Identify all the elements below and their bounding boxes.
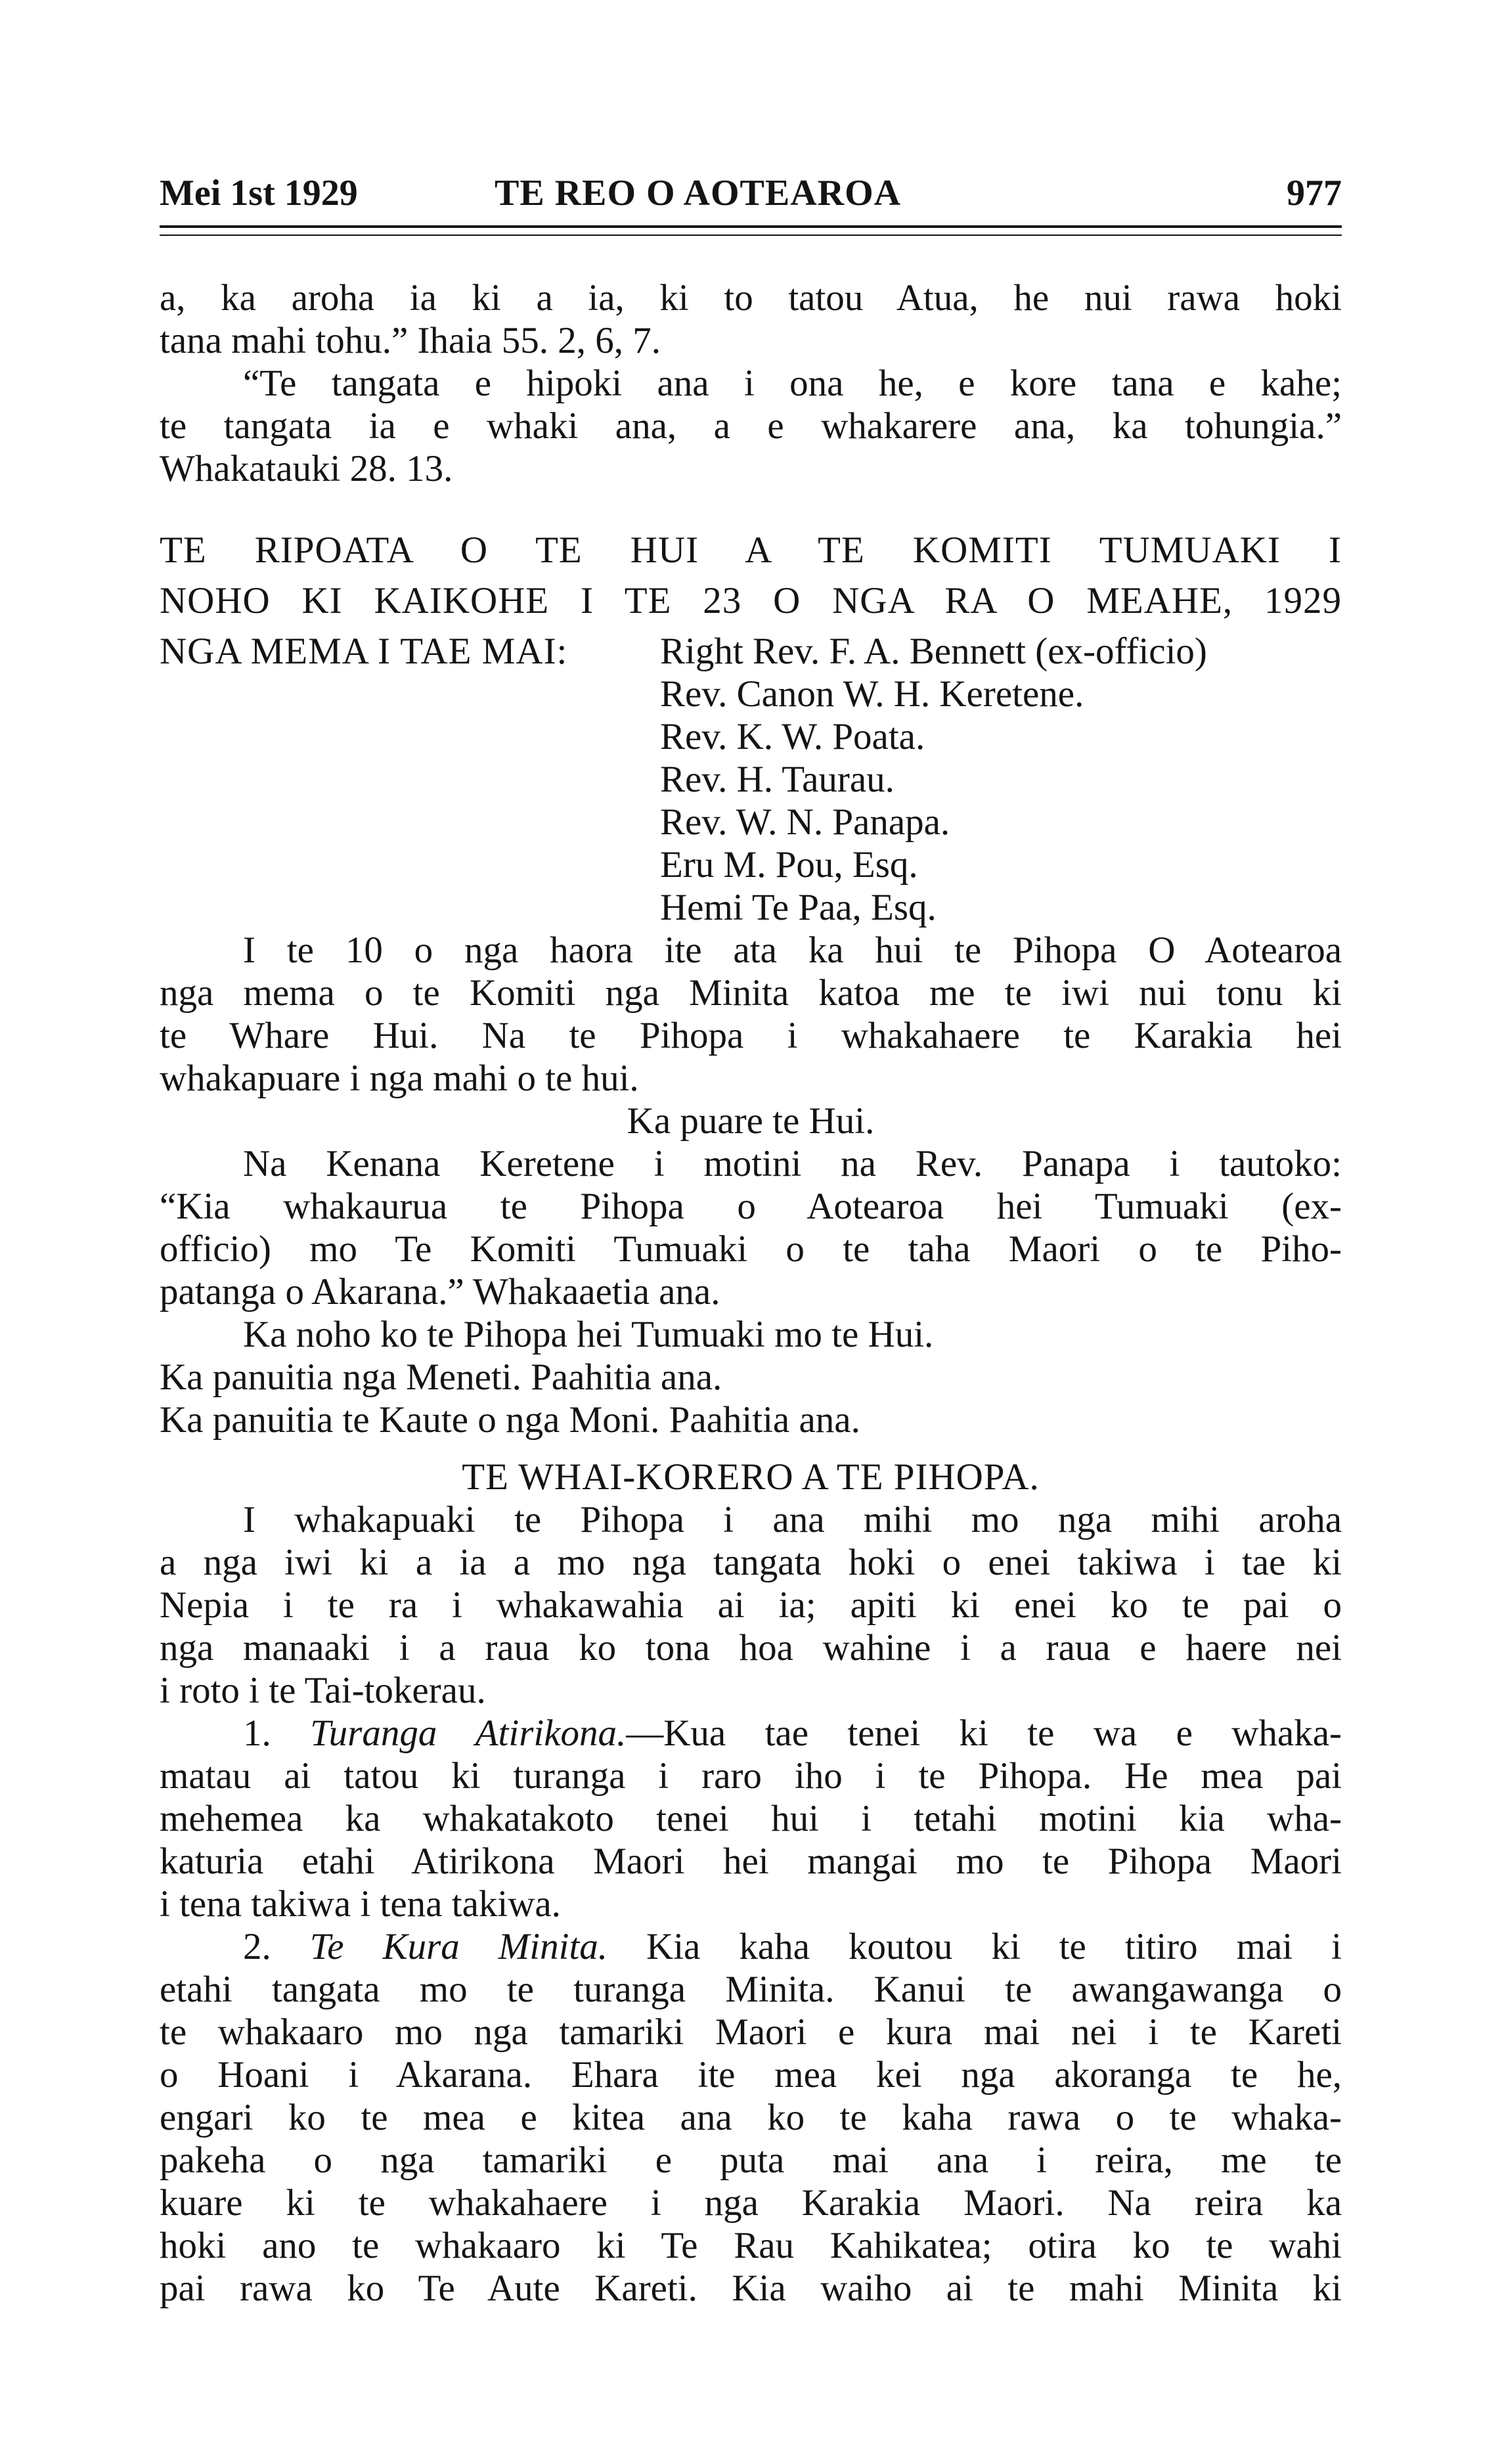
section-2-first-line <box>243 1926 1342 1968</box>
address-line: nga manaaki i a raua ko tona hoa wahine i a raua e haere nei <box>160 1627 1342 1669</box>
section-2-number: 2. <box>243 1926 271 1967</box>
section-1-line: matau ai tatou ki turanga i raro iho i te Pihopa. He mea pai <box>160 1755 1342 1797</box>
address-heading: TE WHAI-KORERO A TE PIHOPA. <box>462 1456 1040 1498</box>
header-rule-thin <box>160 235 1342 236</box>
header-title: TE REO O AOTEAROA <box>495 173 902 213</box>
proceedings-line: Ka panuitia nga Meneti. Paahitia ana. <box>160 1356 722 1398</box>
section-1-line: katuria etahi Atirikona Maori hei mangai mo te Pihopa Maori <box>160 1841 1342 1882</box>
proceedings-line: “Kia whakaurua te Pihopa o Aotearoa hei Tumuaki (ex- <box>160 1186 1342 1227</box>
proceedings-line: Na Kenana Keretene i motini na Rev. Panapa i tautoko: <box>243 1143 1342 1184</box>
section-2-line: te whakaaro mo nga tamariki Maori e kura mai nei i te Kareti <box>160 2011 1342 2053</box>
section-1-lead: —Kua tae tenei ki te wa e whaka- <box>626 1713 1342 1754</box>
address-line: i roto i te Tai-tokerau. <box>160 1670 486 1711</box>
proceedings-line: te Whare Hui. Na te Pihopa i whakahaere te Karakia hei <box>160 1015 1342 1056</box>
address-line: Nepia i te ra i whakawahia ai ia; apiti ki enei ko te pai o <box>160 1584 1342 1626</box>
member-name: Rev. W. N. Panapa. <box>660 801 950 843</box>
intro-line: Whakatauki 28. 13. <box>160 448 453 489</box>
intro-line: “Te tangata e hipoki ana i ona he, e kore tana e kahe; <box>243 363 1342 404</box>
member-name: Rev. Canon W. H. Keretene. <box>660 673 1084 715</box>
section-1-title: Turanga Atirikona. <box>310 1713 627 1754</box>
proceedings-line: nga mema o te Komiti nga Minita katoa me te iwi nui tonu ki <box>160 972 1342 1014</box>
section-1-line: mehemea ka whakatakoto tenei hui i tetahi motini kia wha- <box>160 1798 1342 1839</box>
intro-line: te tangata ia e whaki ana, a e whakarere ana, ka tohungia.” <box>160 405 1342 447</box>
header-date: Mei 1st 1929 <box>160 173 358 213</box>
section-2-line: engari ko te mea e kitea ana ko te kaha rawa o te whaka- <box>160 2097 1342 2138</box>
section-2-line: o Hoani i Akarana. Ehara ite mea kei nga akoranga te he, <box>160 2054 1342 2095</box>
proceedings-line: officio) mo Te Komiti Tumuaki o te taha Maori o te Piho- <box>160 1228 1342 1270</box>
section-2-title: Te Kura Minita. <box>309 1926 608 1967</box>
running-header <box>160 172 1342 225</box>
address-line: a nga iwi ki a ia a mo nga tangata hoki o enei takiwa i tae ki <box>160 1542 1342 1583</box>
section-2-line: etahi tangata mo te turanga Minita. Kanui te awangawanga o <box>160 1969 1342 2010</box>
member-name: Rev. H. Taurau. <box>660 759 895 800</box>
intro-line: a, ka aroha ia ki a ia, ki to tatou Atua, he nui rawa hoki <box>160 277 1342 319</box>
intro-line: tana mahi tohu.” Ihaia 55. 2, 6, 7. <box>160 320 661 361</box>
proceedings-line: I te 10 o nga haora ite ata ka hui te Pihopa O Aotearoa <box>243 930 1342 971</box>
section-2-line: pai rawa ko Te Aute Kareti. Kia waiho ai te mahi Minita ki <box>160 2268 1342 2309</box>
section-2-line: pakeha o nga tamariki e puta mai ana i reira, me te <box>160 2139 1342 2181</box>
proceedings-line: Ka puare te Hui. <box>627 1100 875 1142</box>
section-1-first-line <box>243 1713 1342 1755</box>
report-heading-line: NOHO KI KAIKOHE I TE 23 O NGA RA O MEAHE, 1929 <box>160 580 1342 621</box>
member-name: Right Rev. F. A. Bennett (ex-officio) <box>660 631 1207 672</box>
member-name: Rev. K. W. Poata. <box>660 716 925 757</box>
header-rule-thick <box>160 225 1342 228</box>
section-1-number: 1. <box>243 1713 271 1754</box>
proceedings-line: patanga o Akarana.” Whakaaetia ana. <box>160 1271 720 1312</box>
section-1-line: i tena takiwa i tena takiwa. <box>160 1883 561 1925</box>
section-2-line: hoki ano te whakaaro ki Te Rau Kahikatea; otira ko te wahi <box>160 2225 1342 2266</box>
section-2-line: kuare ki te whakahaere i nga Karakia Maori. Na reira ka <box>160 2182 1342 2224</box>
proceedings-line: whakapuare i nga mahi o te hui. <box>160 1058 639 1099</box>
proceedings-line: Ka noho ko te Pihopa hei Tumuaki mo te Hui. <box>243 1314 934 1355</box>
member-name: Hemi Te Paa, Esq. <box>660 887 937 928</box>
proceedings-line: Ka panuitia te Kaute o nga Moni. Paahitia ana. <box>160 1399 860 1441</box>
report-heading-line: TE RIPOATA O TE HUI A TE KOMITI TUMUAKI I <box>160 529 1342 571</box>
section-2-lead: Kia kaha koutou ki te titiro mai i <box>608 1926 1342 1967</box>
member-name: Eru M. Pou, Esq. <box>660 844 918 885</box>
page-number: 977 <box>1287 173 1342 213</box>
address-line: I whakapuaki te Pihopa i ana mihi mo nga mihi aroha <box>243 1499 1342 1540</box>
members-label: NGA MEMA I TAE MAI: <box>160 631 568 672</box>
